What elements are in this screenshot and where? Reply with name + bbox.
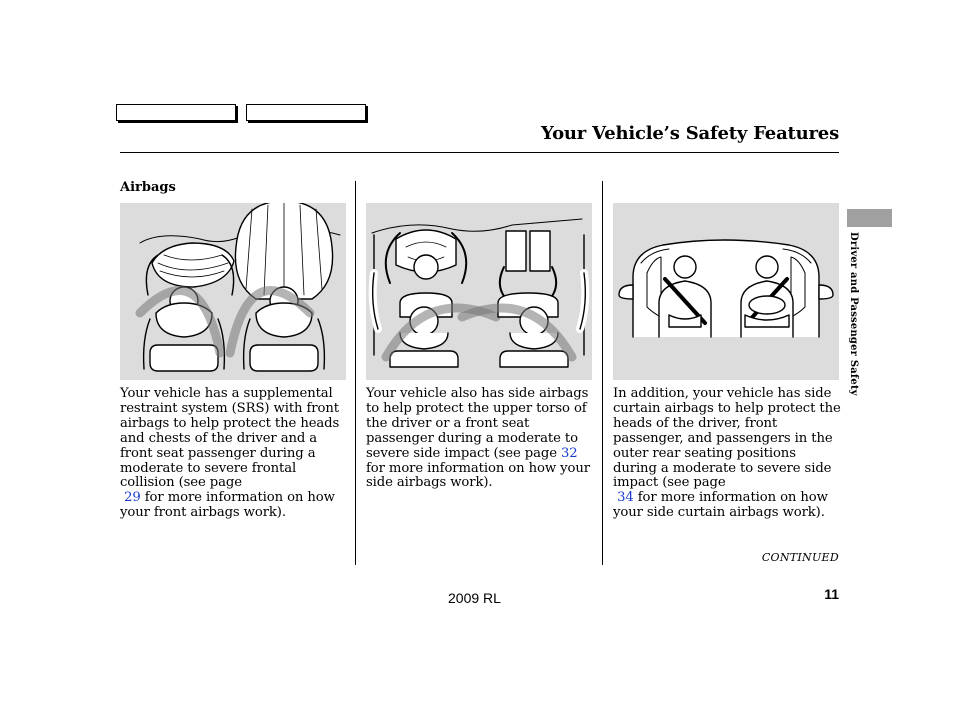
column-2-text-after: for more information on how your side airbags work). <box>366 460 590 491</box>
column-2-text-before: Your vehicle also has side airbags to help protect the upper torso of the driver or a front seat passenger during a moderate to severe side impact (see page <box>366 386 589 461</box>
column-1-text-before: Your vehicle has a supplemental restraint system (SRS) with front airbags to help protect the heads and chests of the driver and a front seat passenger during a moderate to severe frontal collision (see page <box>120 386 340 491</box>
continued-label: CONTINUED <box>761 551 839 564</box>
column-divider <box>355 181 356 565</box>
footer-model: 2009 RL <box>448 590 501 606</box>
column-divider <box>602 181 603 565</box>
section-tab-label: Driver and Passenger Safety <box>848 232 859 396</box>
side-airbags-illustration <box>366 203 592 380</box>
nav-button-next[interactable] <box>246 104 366 121</box>
section-tab[interactable] <box>847 209 892 227</box>
nav-button-previous[interactable] <box>116 104 236 121</box>
section-heading: Airbags <box>120 180 176 195</box>
page-34-link[interactable]: 34 <box>617 490 634 506</box>
title-rule <box>120 152 839 153</box>
page-29-link[interactable]: 29 <box>124 490 141 506</box>
column-3-text-before: In addition, your vehicle has side curtain airbags to help protect the heads of the driver, front passenger, and passengers in the outer rear seating positions during a moderate to severe side impact (see page <box>613 386 841 491</box>
column-3-text-after: for more information on how your side curtain airbags work). <box>613 490 828 521</box>
page-number: 11 <box>824 586 839 602</box>
page-32-link[interactable]: 32 <box>561 445 578 461</box>
column-1-text <box>120 387 348 521</box>
column-1-text-after: for more information on how your front airbags work). <box>120 490 335 521</box>
side-curtain-airbags-illustration <box>613 203 839 380</box>
column-3-text <box>613 387 841 521</box>
page-title: Your Vehicle’s Safety Features <box>540 123 839 144</box>
front-airbags-illustration <box>120 203 346 380</box>
column-2-text <box>366 387 594 491</box>
